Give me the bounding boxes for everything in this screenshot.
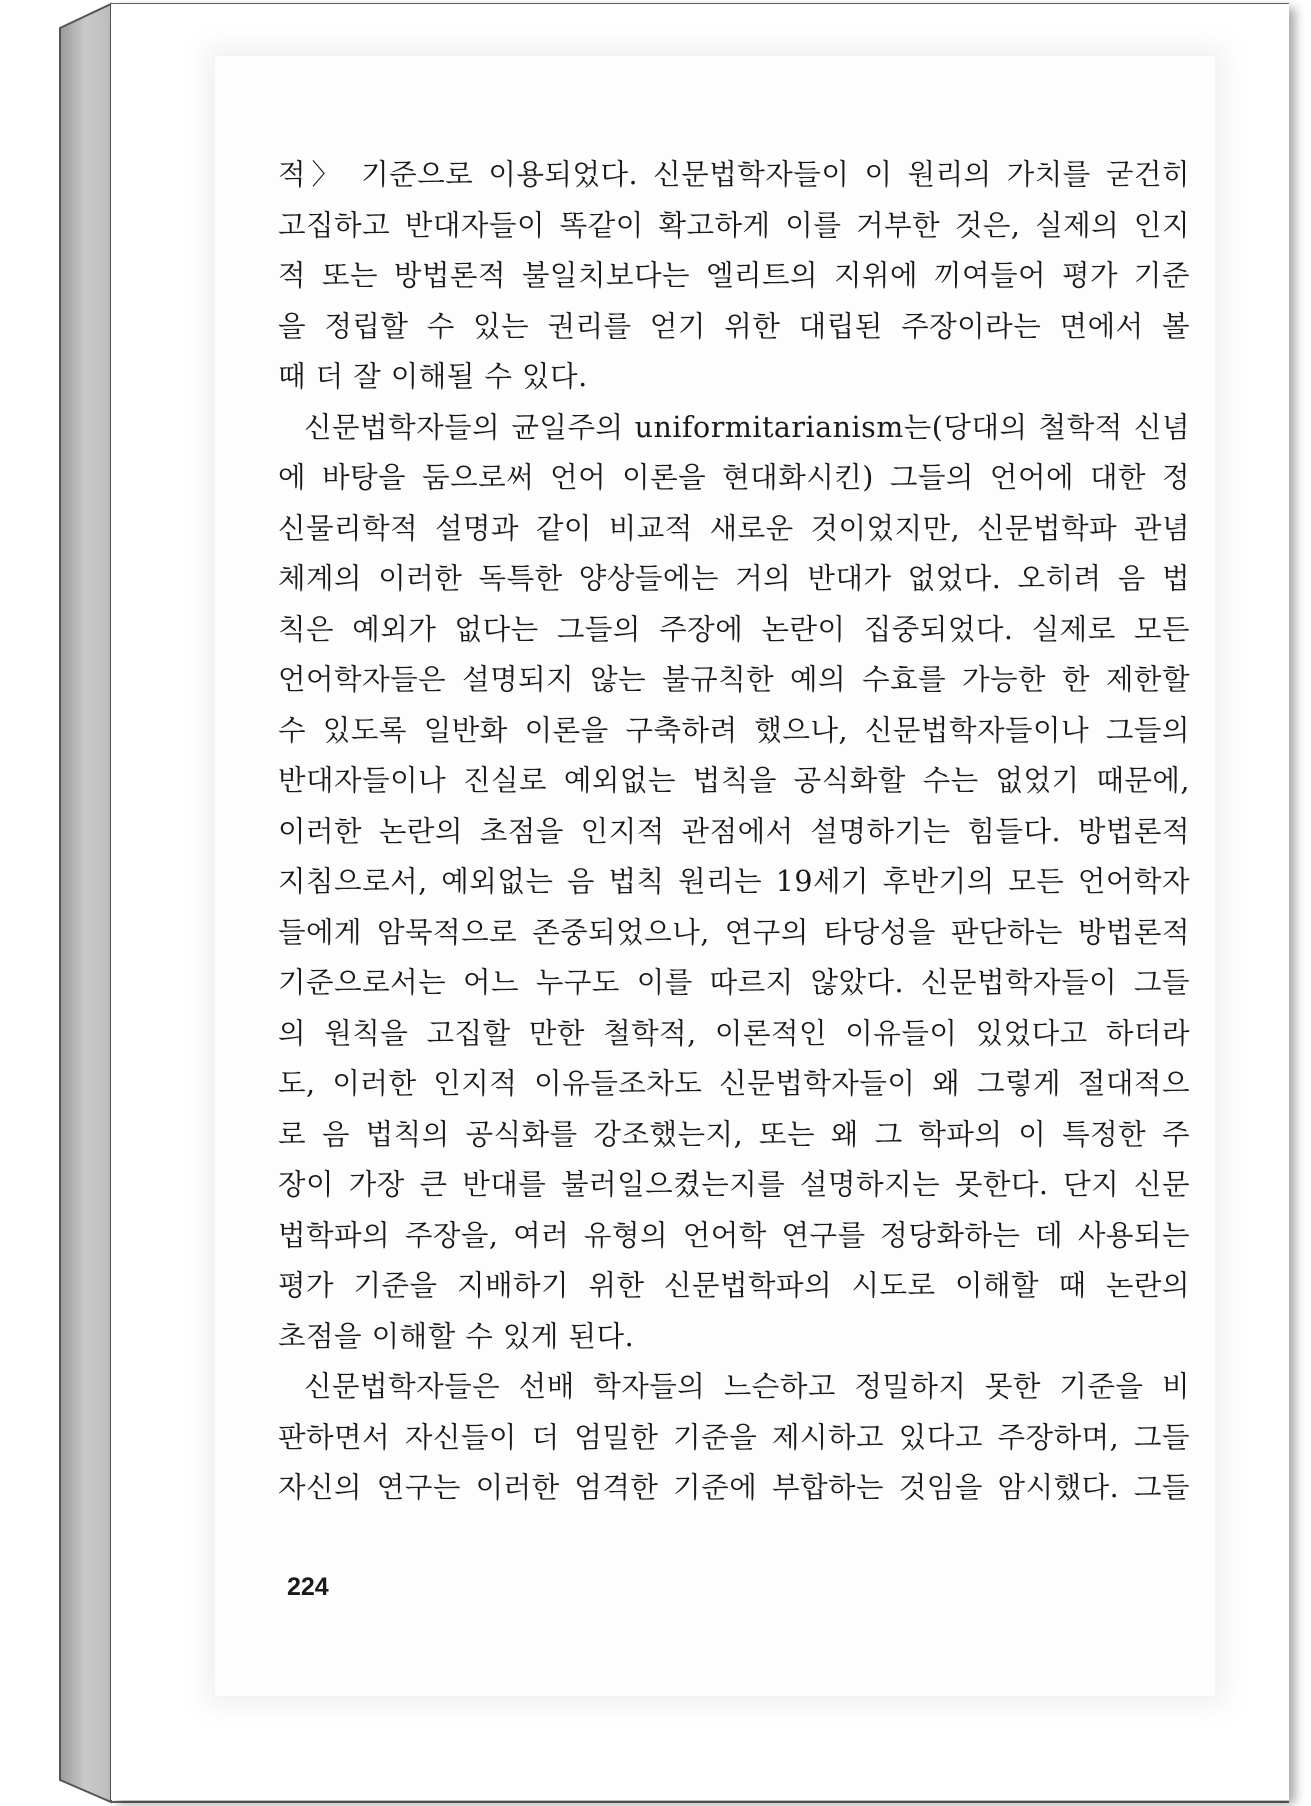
text-line: 칙은 예외가 없다는 그들의 주장에 논란이 집중되었다. 실제로 모든 bbox=[278, 612, 1190, 646]
text-line: 에 바탕을 둠으로써 언어 이론을 현대화시킨) 그들의 언어에 대한 정 bbox=[278, 461, 1190, 494]
text-line: 반대자들이나 진실로 예외없는 법칙을 공식화할 수는 없었기 때문에, bbox=[278, 764, 1190, 797]
text-line: 때 더 잘 이해될 수 있다. bbox=[278, 360, 588, 393]
text-line: 을 정립할 수 있는 권리를 얻기 위한 대립된 주장이라는 면에서 볼 bbox=[278, 309, 1190, 343]
text-line: 고집하고 반대자들이 똑같이 확고하게 이를 거부한 것은, 실제의 인지 bbox=[278, 208, 1190, 242]
text-line: 적 또는 방법론적 불일치보다는 엘리트의 지위에 끼여들어 평가 기준 bbox=[278, 259, 1190, 292]
text-line: 적〉 기준으로 이용되었다. 신문법학자들이 이 원리의 가치를 굳건히 bbox=[278, 158, 1190, 191]
text-line: 언어학자들은 설명되지 않는 불규칙한 예의 수효를 가능한 한 제한할 bbox=[278, 663, 1190, 696]
text-line: 장이 가장 큰 반대를 불러일으켰는지를 설명하지는 못한다. 단지 신문 bbox=[278, 1168, 1190, 1201]
text-line: 들에게 암묵적으로 존중되었으나, 연구의 타당성을 판단하는 방법론적 bbox=[278, 915, 1190, 949]
text-line: 판하면서 자신들이 더 엄밀한 기준을 제시하고 있다고 주장하며, 그들 bbox=[278, 1420, 1190, 1454]
text-line: 의 원칙을 고집할 만한 철학적, 이론적인 이유들이 있었다고 하더라 bbox=[278, 1016, 1190, 1050]
text-line: 지침으로서, 예외없는 음 법칙 원리는 19세기 후반기의 모든 언어학자 bbox=[278, 865, 1190, 898]
text-line: 체계의 이러한 독특한 양상들에는 거의 반대가 없었다. 오히려 음 법 bbox=[278, 562, 1190, 595]
text-line: 이러한 논란의 초점을 인지적 관점에서 설명하기는 힘들다. 방법론적 bbox=[278, 814, 1190, 848]
text-line: 초점을 이해할 수 있게 된다. bbox=[278, 1319, 635, 1353]
text-line: 자신의 연구는 이러한 엄격한 기준에 부합하는 것임을 암시했다. 그들 bbox=[278, 1471, 1190, 1504]
text-line: 수 있도록 일반화 이론을 구축하려 했으나, 신문법학자들이나 그들의 bbox=[278, 713, 1190, 747]
text-line: 기준으로서는 어느 누구도 이를 따르지 않았다. 신문법학자들이 그들 bbox=[278, 966, 1190, 999]
text-line: 신문법학자들은 선배 학자들의 느슨하고 정밀하지 못한 기준을 비 bbox=[304, 1370, 1190, 1403]
text-line: 법학파의 주장을, 여러 유형의 언어학 연구를 정당화하는 데 사용되는 bbox=[278, 1218, 1190, 1252]
text-line: 신물리학적 설명과 같이 비교적 새로운 것이었지만, 신문법학파 관념 bbox=[278, 511, 1190, 545]
text-line: 도, 이러한 인지적 이유들조차도 신문법학자들이 왜 그렇게 절대적으 bbox=[278, 1067, 1190, 1100]
page-body-text bbox=[278, 150, 1190, 1514]
page-number: 224 bbox=[287, 1573, 329, 1601]
text-line: 로 음 법칙의 공식화를 강조했는지, 또는 왜 그 학파의 이 특정한 주 bbox=[278, 1117, 1190, 1151]
text-line: 평가 기준을 지배하기 위한 신문법학파의 시도로 이해할 때 논란의 bbox=[278, 1269, 1190, 1302]
text-line: 신문법학자들의 균일주의 uniformitarianism는(당대의 철학적 신념 bbox=[304, 410, 1190, 444]
